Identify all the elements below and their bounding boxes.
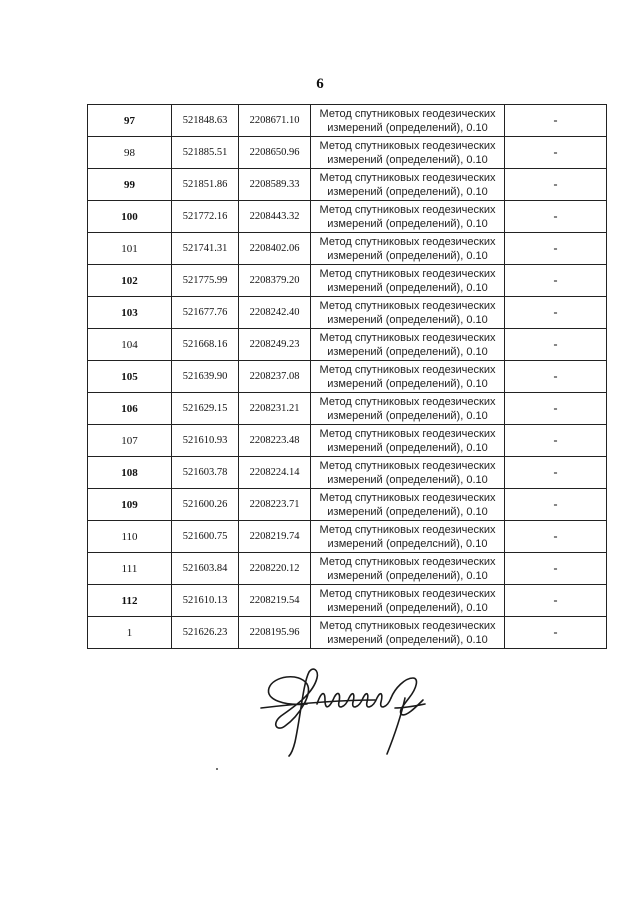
coordinate-x: 521851.86 [172,169,239,201]
scan-speck [216,768,218,770]
point-number: 99 [88,169,172,201]
coordinate-y: 2208650.96 [239,137,311,169]
point-number: 110 [88,521,172,553]
method-cell [311,425,505,457]
method-cell [311,137,505,169]
table-row [88,137,607,169]
point-number: 111 [88,553,172,585]
method-line-2: измерений (определений), 0.10 [327,249,488,262]
method-cell [311,521,505,553]
note-cell: - [505,393,607,425]
method-line-2: измерений (определений), 0.10 [327,377,488,390]
table-row [88,233,607,265]
coordinate-y: 2208195.96 [239,617,311,649]
coordinate-y: 2208220.12 [239,553,311,585]
coordinate-x: 521610.13 [172,585,239,617]
point-number: 98 [88,137,172,169]
coordinate-x: 521885.51 [172,137,239,169]
method-line-1: Метод спутниковых геодезических [319,107,496,120]
coordinate-y: 2208402.06 [239,233,311,265]
method-line-2: измерений (определений), 0.10 [327,313,488,326]
method-line-1: Метод спутниковых геодезических [319,459,496,472]
coordinate-x: 521848.63 [172,105,239,137]
method-line-2: измерений (определений), 0.10 [327,409,488,422]
coordinate-x: 521677.76 [172,297,239,329]
point-number: 97 [88,105,172,137]
method-line-1: Метод спутниковых геодезических [319,619,496,632]
coordinate-y: 2208223.71 [239,489,311,521]
note-cell: - [505,425,607,457]
coordinate-x: 521772.16 [172,201,239,233]
coordinate-x: 521639.90 [172,361,239,393]
method-cell [311,297,505,329]
point-number: 109 [88,489,172,521]
point-number: 100 [88,201,172,233]
method-cell [311,585,505,617]
method-line-2: измерений (определений), 0.10 [327,121,488,134]
point-number: 107 [88,425,172,457]
method-cell [311,457,505,489]
method-line-2: измерений (определений), 0.10 [327,153,488,166]
method-cell [311,553,505,585]
coordinate-x: 521629.15 [172,393,239,425]
table-row [88,169,607,201]
coordinate-y: 2208443.32 [239,201,311,233]
method-cell [311,393,505,425]
method-line-2: измерений (определений), 0.10 [327,281,488,294]
note-cell: - [505,585,607,617]
method-line-2: измерений (определений), 0.10 [327,473,488,486]
table-row [88,105,607,137]
method-line-1: Метод спутниковых геодезических [319,395,496,408]
table-row [88,425,607,457]
method-line-1: Метод спутниковых геодезических [319,171,496,184]
coordinate-y: 2208231.21 [239,393,311,425]
method-line-1: Метод спутниковых геодезических [319,427,496,440]
table-row [88,617,607,649]
method-line-1: Метод спутниковых геодезических [319,331,496,344]
note-cell: - [505,233,607,265]
table-row [88,361,607,393]
method-line-2: измерений (определений), 0.10 [327,569,488,582]
note-cell: - [505,265,607,297]
note-cell: - [505,457,607,489]
coordinate-x: 521775.99 [172,265,239,297]
page-number: 6 [316,76,324,92]
note-cell: - [505,489,607,521]
method-line-1: Метод спутниковых геодезических [319,587,496,600]
method-line-2: измерений (определений), 0.10 [327,505,488,518]
method-line-1: Метод спутниковых геодезических [319,363,496,376]
table-row [88,489,607,521]
table-row [88,201,607,233]
note-cell: - [505,329,607,361]
note-cell: - [505,553,607,585]
table-row [88,297,607,329]
method-line-1: Метод спутниковых геодезических [319,491,496,504]
handwritten-signature [255,664,440,759]
method-cell [311,489,505,521]
method-cell [311,233,505,265]
table-row [88,393,607,425]
note-cell: - [505,297,607,329]
coordinate-x: 521603.78 [172,457,239,489]
coordinates-table [87,104,607,649]
note-cell: - [505,361,607,393]
point-number: 108 [88,457,172,489]
coordinate-x: 521668.16 [172,329,239,361]
method-cell [311,265,505,297]
method-line-1: Метод спутниковых геодезических [319,139,496,152]
method-cell [311,105,505,137]
table-row [88,585,607,617]
coordinate-x: 521610.93 [172,425,239,457]
coordinate-x: 521600.75 [172,521,239,553]
coordinate-x: 521600.26 [172,489,239,521]
note-cell: - [505,201,607,233]
table-row [88,457,607,489]
table-row [88,265,607,297]
coordinate-y: 2208379.20 [239,265,311,297]
method-line-1: Метод спутниковых геодезических [319,523,496,536]
method-line-2: измерений (определений), 0.10 [327,601,488,614]
table-row [88,329,607,361]
method-cell [311,201,505,233]
note-cell: - [505,105,607,137]
method-line-1: Метод спутниковых геодезических [319,235,496,248]
method-cell [311,169,505,201]
method-line-2: измерений (определений), 0.10 [327,345,488,358]
coordinate-y: 2208671.10 [239,105,311,137]
coordinate-y: 2208219.74 [239,521,311,553]
method-line-1: Метод спутниковых геодезических [319,203,496,216]
point-number: 106 [88,393,172,425]
note-cell: - [505,521,607,553]
note-cell: - [505,137,607,169]
coordinate-y: 2208589.33 [239,169,311,201]
method-cell [311,329,505,361]
method-line-2: измерений (определений), 0.10 [327,441,488,454]
method-line-1: Метод спутниковых геодезических [319,555,496,568]
coordinate-x: 521626.23 [172,617,239,649]
note-cell: - [505,169,607,201]
coordinate-y: 2208223.48 [239,425,311,457]
table-row [88,521,607,553]
point-number: 102 [88,265,172,297]
coordinate-x: 521603.84 [172,553,239,585]
note-cell: - [505,617,607,649]
coordinate-y: 2208249.23 [239,329,311,361]
coordinate-y: 2208224.14 [239,457,311,489]
coordinates-table-body [88,105,607,649]
coordinate-y: 2208237.08 [239,361,311,393]
coordinate-y: 2208242.40 [239,297,311,329]
method-line-2: измерений (определений), 0.10 [327,185,488,198]
method-line-2: измерений (определсний), 0.10 [327,537,488,550]
coordinate-y: 2208219.54 [239,585,311,617]
method-line-2: измерений (определений), 0.10 [327,633,488,646]
table-row [88,553,607,585]
point-number: 103 [88,297,172,329]
coordinate-x: 521741.31 [172,233,239,265]
method-line-2: измерений (определений), 0.10 [327,217,488,230]
method-cell [311,617,505,649]
point-number: 101 [88,233,172,265]
method-line-1: Метод спутниковых геодезических [319,299,496,312]
point-number: 112 [88,585,172,617]
point-number: 104 [88,329,172,361]
method-line-1: Метод спутниковых геодезических [319,267,496,280]
point-number: 1 [88,617,172,649]
method-cell [311,361,505,393]
point-number: 105 [88,361,172,393]
